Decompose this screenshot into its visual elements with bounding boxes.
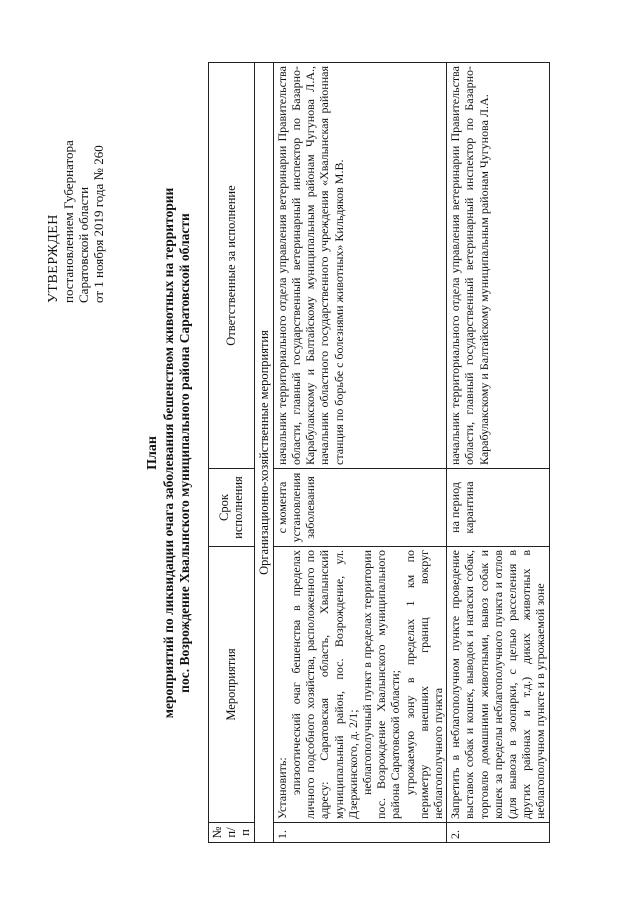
table-row (273, 62, 446, 842)
activity-paragraph: Установить: (274, 756, 289, 819)
approval-line: постановлением Губернатора (61, 139, 76, 303)
row-number: 1. (273, 822, 446, 842)
row-number: 2. (447, 822, 549, 842)
row-responsible: начальник территориального отдела управления ветеринарии Правительства области, главный государственный ветеринарный инспектор по Базарно-Карабулакскому и Балтайскому муниципальным районам Чугунова Л.А. (447, 62, 549, 468)
header-term: Срок исполнения (209, 468, 255, 546)
activity-paragraph: Запретить в неблагополучном пункте проведение выставок собак и кошек, выводок и натаски собак, торговлю домашними животными, вывоз собак и кошек за пределы неблагополучного пункта и отлов (для вывоза в зоопарки, с целью расселения в других районах и т.д.) диких животных в неблагополучном пункте и в угрожаемой зоне (448, 549, 548, 819)
row-term: на период карантина (447, 468, 549, 546)
table-header-row (209, 62, 255, 842)
activity-paragraph: угрожаемую зону в пределах 1 км по периметру внешних границ вокруг неблагополучного пункта (402, 549, 446, 819)
header-activity: Мероприятия (209, 546, 255, 822)
header-num: № п/п (209, 822, 255, 842)
table-row (447, 62, 549, 842)
row-activity (447, 546, 549, 822)
approval-block (46, 63, 106, 303)
plan-title: План (145, 435, 160, 470)
plan-table (208, 62, 550, 843)
header-responsible: Ответственные за исполнение (209, 62, 255, 468)
section-row (254, 62, 273, 842)
row-responsible: начальник территориального отдела управления ветеринарии Правительства области, главный государственный ветеринарный инспектор по Базарно-Карабулакскому и Балтайскому муниципальным районам Чугунова Л.А., начальник областного государственного учреждения «Хвалынская районная станция по борьбе с болезнями животных» Кильдяков М.В. (273, 62, 446, 468)
approval-title: УТВЕРЖДЕН (46, 213, 61, 303)
plan-subtitle-line1: мероприятий по ликвидации очага заболевания бешенством животных на территории (161, 187, 176, 718)
plan-subtitle-line2: пос. Возрождение Хвалынского муниципального района Саратовской области (177, 212, 192, 693)
section-title: Организационно-хозяйственные мероприятия (254, 62, 273, 842)
activity-paragraph: неблагополучный пункт в пределах территории пос. Возрождение Хвалынского муниципального района Саратовской области; (360, 549, 403, 819)
approval-line: Саратовской области (76, 186, 91, 303)
row-activity (273, 546, 446, 822)
row-term: с момента установления заболевания (273, 468, 446, 546)
activity-paragraph: эпизоотический очаг бешенства в пределах личного подсобного хозяйства, расположенного по адресу: Саратовская область, Хвалынский муниципальный район, пос. Возрождение, ул. Дзержинского, д. 2/1; (289, 549, 360, 819)
rotated-document (40, 63, 600, 843)
plan-title-block (144, 63, 193, 843)
approval-line: от 1 ноября 2019 года № 260 (91, 144, 106, 303)
